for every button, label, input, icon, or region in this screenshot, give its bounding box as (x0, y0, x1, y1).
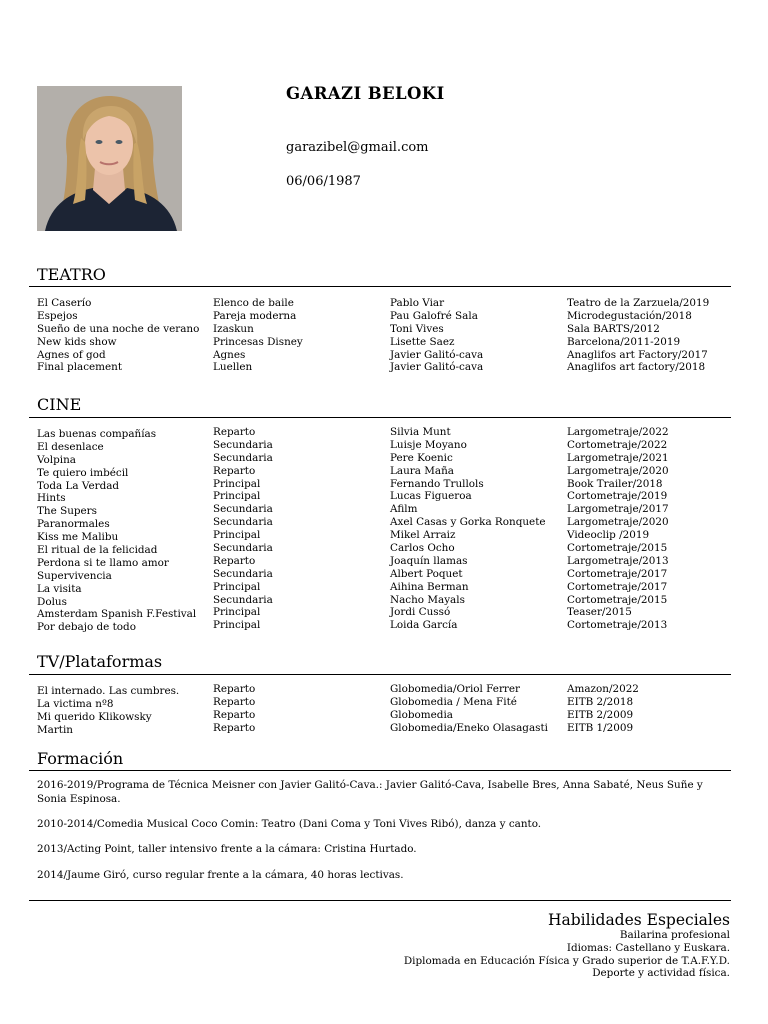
credit-director: Luisje Moyano (390, 438, 467, 451)
section-title-teatro: TEATRO (37, 265, 106, 284)
section-title-habilidades: Habilidades Especiales (547, 911, 730, 929)
credit-director: Aihina Berman (390, 580, 469, 593)
credit-director: Lisette Saez (390, 335, 455, 348)
credit-title: Kiss me Malibu (37, 531, 119, 544)
credit-venue-year: Teaser/2015 (567, 606, 632, 619)
credit-venue-year: Largometraje/2020 (567, 516, 669, 529)
credit-director: Carlos Ocho (390, 542, 455, 555)
credit-director: Globomedia/Eneko Olasagasti (390, 721, 548, 734)
credit-director: Jordi Cussó (390, 606, 451, 619)
birth-date: 06/06/1987 (286, 174, 361, 189)
formacion-item: 2010-2014/Comedia Musical Coco Comin: Teatro (Dani Coma y Toni Vives Ribó), danza y canto. (37, 818, 542, 830)
habilidad-item: Deporte y actividad física. (592, 967, 730, 980)
formacion-item: 2014/Jaume Giró, curso regular frente a la cámara, 40 horas lectivas. (37, 869, 404, 881)
credit-title: Sueño de una noche de verano (37, 322, 200, 335)
section-divider (29, 770, 731, 771)
credit-role: Luellen (213, 361, 253, 374)
formacion-item: 2013/Acting Point, taller intensivo frente a la cámara: Cristina Hurtado. (37, 843, 417, 855)
section-divider (29, 674, 731, 675)
section-divider (29, 286, 731, 287)
credit-venue-year: Largometraje/2013 (567, 554, 669, 567)
credit-venue-year: Teatro de la Zarzuela/2019 (567, 297, 710, 309)
credit-role: Secundaria (213, 438, 273, 451)
credit-role: Principal (213, 606, 261, 619)
credit-title: Volpina (37, 453, 76, 466)
credit-venue-year: Anaglifos art Factory/2017 (567, 348, 708, 361)
credit-title: El Caserío (37, 297, 92, 309)
candidate-name: GARAZI BELOKI (286, 84, 445, 103)
credit-role: Secundaria (213, 542, 273, 555)
credit-title: Supervivencia (37, 569, 112, 582)
credit-title: La victima nº8 (37, 697, 114, 710)
credit-title: Toda La Verdad (37, 479, 120, 492)
credit-venue-year: Videoclip /2019 (567, 529, 650, 542)
credit-director: Globomedia / Mena Fité (390, 695, 517, 708)
credit-director: Pau Galofré Sala (390, 309, 478, 322)
credit-role: Secundaria (213, 567, 273, 580)
section-title-tv: TV/Plataformas (37, 652, 163, 671)
credit-role: Secundaria (213, 451, 273, 464)
credit-venue-year: Cortometraje/2013 (567, 619, 668, 632)
credit-title: Dolus (37, 595, 67, 608)
credit-director: Laura Maña (390, 464, 454, 477)
habilidad-item: Idiomas: Castellano y Euskara. (566, 941, 730, 954)
credit-title: El internado. Las cumbres. (37, 685, 180, 697)
credit-title: El ritual de la felicidad (37, 544, 158, 557)
credit-venue-year: Largometraje/2022 (567, 426, 669, 438)
credit-role: Principal (213, 477, 261, 490)
credit-venue-year: Barcelona/2011-2019 (567, 335, 681, 348)
credit-role: Elenco de baile (213, 297, 294, 309)
credit-role: Secundaria (213, 516, 273, 529)
credit-director: Globomedia (390, 708, 453, 721)
credit-role: Principal (213, 619, 261, 632)
credit-director: Javier Galitó-cava (390, 361, 484, 374)
credit-director: Mikel Arraiz (390, 529, 456, 542)
credit-director: Toni Vives (390, 322, 444, 335)
credit-role: Reparto (213, 554, 256, 567)
credit-title: Las buenas compañías (37, 428, 157, 440)
credit-venue-year: Cortometraje/2022 (567, 438, 668, 451)
credit-director: Pablo Viar (390, 297, 445, 309)
credit-title: Paranormales (37, 518, 110, 531)
credit-title: La visita (37, 582, 82, 595)
credit-venue-year: EITB 2/2009 (567, 708, 634, 721)
credit-director: Pere Koenic (390, 451, 453, 464)
credit-director: Loida García (390, 619, 458, 632)
credit-role: Secundaria (213, 503, 273, 516)
credit-role: Reparto (213, 721, 256, 734)
credit-venue-year: Cortometraje/2015 (567, 542, 668, 555)
credit-role: Reparto (213, 426, 256, 438)
credit-title: The Supers (37, 505, 97, 518)
credit-title: Final placement (37, 361, 123, 374)
credit-director: Silvia Munt (390, 426, 451, 438)
credit-director: Lucas Figueroa (390, 490, 472, 503)
credit-role: Secundaria (213, 593, 273, 606)
credit-role: Reparto (213, 695, 256, 708)
credit-venue-year: Largometraje/2017 (567, 503, 669, 516)
credit-director: Axel Casas y Gorka Ronquete (390, 516, 546, 529)
credit-venue-year: Sala BARTS/2012 (567, 322, 660, 335)
credit-venue-year: Amazon/2022 (567, 683, 639, 695)
credit-venue-year: Cortometraje/2019 (567, 490, 668, 503)
credit-director: Afilm (390, 503, 418, 516)
credit-venue-year: Microdegustación/2018 (567, 309, 692, 322)
credit-role: Izaskun (213, 322, 254, 335)
profile-photo (37, 86, 182, 231)
credit-director: Javier Galitó-cava (390, 348, 484, 361)
section-divider (29, 417, 731, 418)
credit-title: New kids show (37, 335, 117, 348)
formacion-item: 2016-2019/Programa de Técnica Meisner con Javier Galitó-Cava.: Javier Galitó-Cava, Isabelle Bres, Anna Sabaté, Neus Suñe y Sonia Espinosa. (37, 779, 703, 805)
credit-role: Principal (213, 580, 261, 593)
credit-role: Agnes (213, 348, 246, 361)
credit-title: Espejos (37, 309, 78, 322)
credit-director: Fernando Trullols (390, 477, 484, 490)
credit-venue-year: Cortometraje/2015 (567, 593, 668, 606)
credit-title: Te quiero imbécil (37, 466, 129, 479)
credit-title: Perdona si te llamo amor (37, 556, 169, 569)
credit-title: Martin (37, 723, 73, 736)
credit-venue-year: Cortometraje/2017 (567, 567, 668, 580)
credit-director: Globomedia/Oriol Ferrer (390, 683, 520, 695)
credit-venue-year: EITB 2/2018 (567, 695, 634, 708)
credit-venue-year: Largometraje/2021 (567, 451, 669, 464)
credit-role: Reparto (213, 708, 256, 721)
credit-title: Mi querido Klikowsky (37, 710, 152, 723)
credit-director: Joaquín llamas (390, 554, 468, 567)
credit-title: Amsterdam Spanish F.Festival (37, 608, 197, 621)
credit-venue-year: Cortometraje/2017 (567, 580, 668, 593)
credit-venue-year: EITB 1/2009 (567, 721, 634, 734)
credit-role: Principal (213, 529, 261, 542)
section-divider (29, 900, 731, 901)
credit-role: Principal (213, 490, 261, 503)
credit-title: Agnes of god (37, 348, 106, 361)
credit-role: Reparto (213, 464, 256, 477)
credit-role: Reparto (213, 683, 256, 695)
email-address: garazibel@gmail.com (286, 140, 429, 155)
section-title-cine: CINE (37, 395, 82, 414)
credit-venue-year: Largometraje/2020 (567, 464, 669, 477)
credit-title: Hints (37, 492, 66, 505)
credit-title: Por debajo de todo (37, 621, 136, 634)
credit-role: Princesas Disney (213, 335, 303, 348)
credit-role: Pareja moderna (213, 309, 297, 322)
habilidad-item: Bailarina profesional (619, 929, 730, 941)
credit-director: Nacho Mayals (390, 593, 465, 606)
credit-title: El desenlace (37, 440, 104, 453)
credit-venue-year: Anaglifos art factory/2018 (567, 361, 706, 374)
credit-venue-year: Book Trailer/2018 (567, 477, 663, 490)
habilidades-block (404, 911, 730, 980)
credit-director: Albert Poquet (390, 567, 463, 580)
habilidad-item: Diplomada en Educación Física y Grado superior de T.A.F.Y.D. (403, 954, 730, 967)
section-title-formacion: Formación (37, 749, 124, 768)
